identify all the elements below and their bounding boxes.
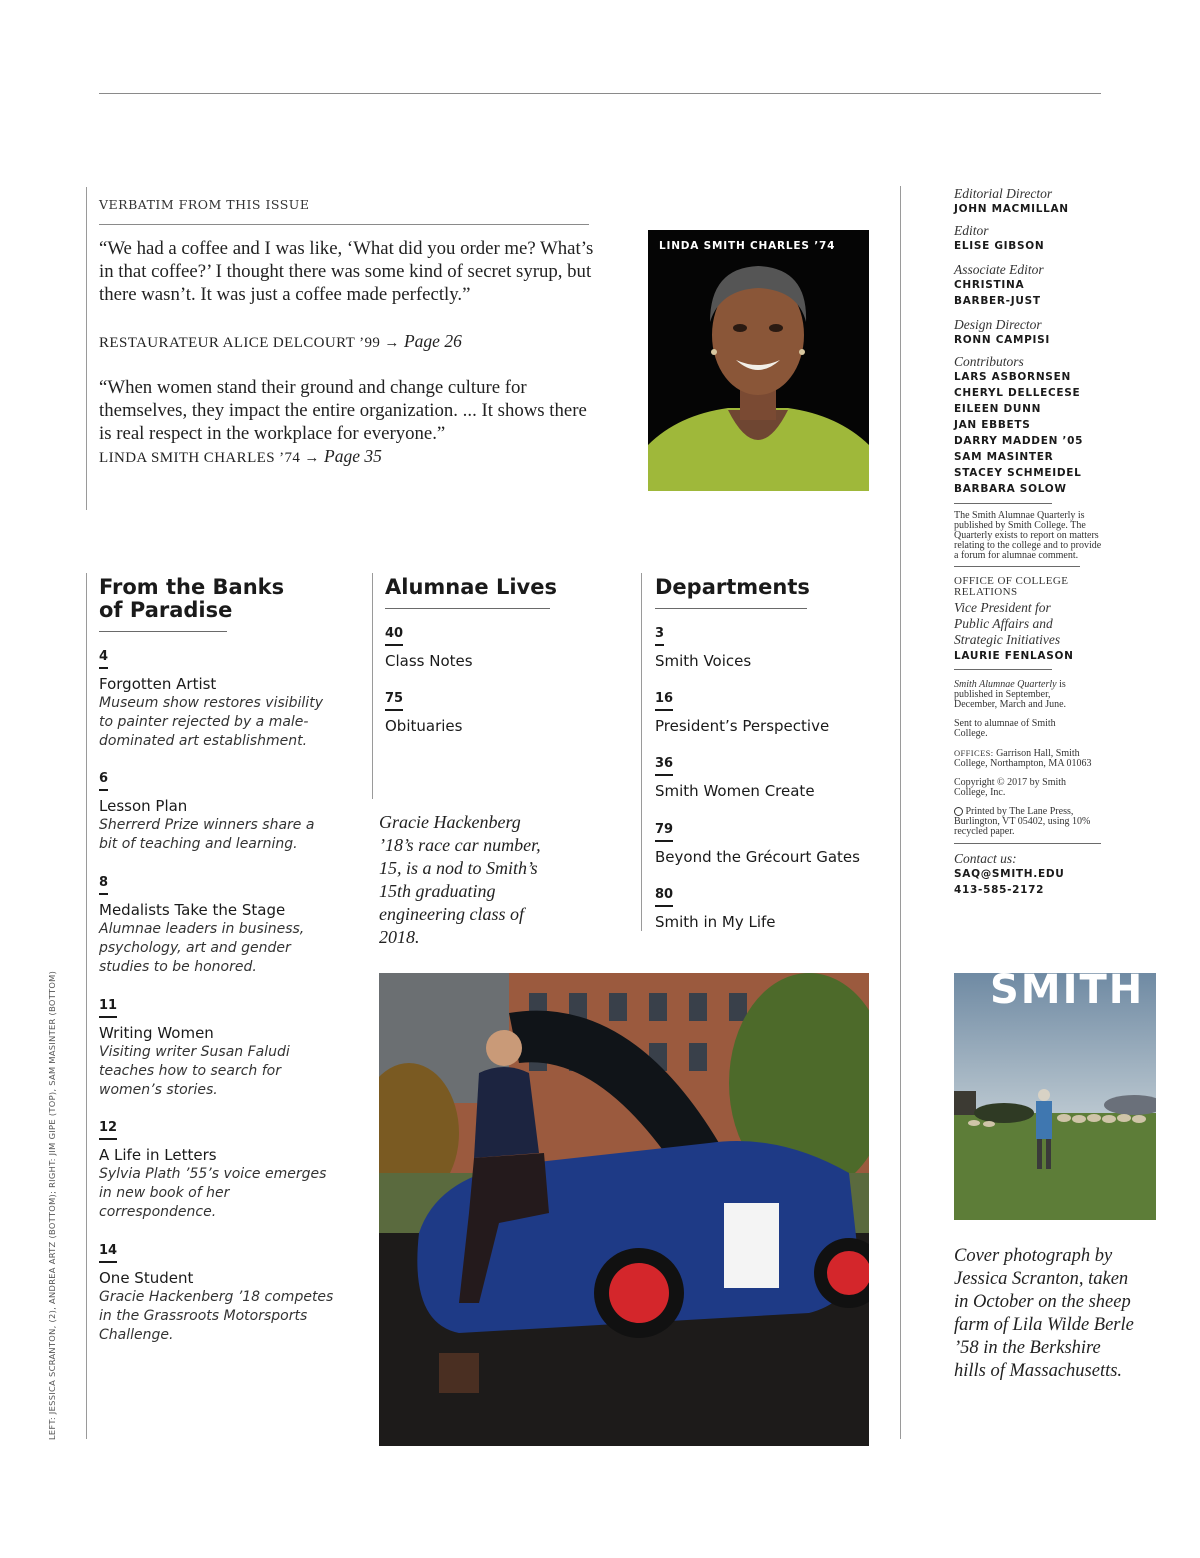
section-title-departments: Departments	[655, 575, 810, 599]
staff-name: JOHN MACMILLAN	[954, 203, 1069, 215]
column-rule	[900, 186, 901, 1439]
staff-name: CHRISTINA	[954, 279, 1025, 291]
publication-title: Smith Alumnae Quarterly	[954, 679, 1057, 690]
toc-item[interactable]	[99, 647, 334, 751]
masthead	[954, 186, 1114, 898]
item-description: Gracie Hackenberg ’18 competes in the Grassroots Motorsports Challenge.	[99, 1289, 334, 1343]
quote-attribution	[99, 446, 382, 467]
toc-item[interactable]	[99, 996, 334, 1100]
page-number: 75	[385, 691, 403, 711]
staff-entry	[954, 354, 1114, 497]
quote-page-link[interactable]: Page 35	[324, 446, 382, 466]
cover-thumbnail	[954, 973, 1156, 1220]
item-title: Beyond the Grécourt Gates	[655, 848, 860, 866]
staff-name: BARBER-JUST	[954, 295, 1041, 307]
contact-email[interactable]: SAQ@SMITH.EDU	[954, 868, 1065, 880]
page-number: 6	[99, 771, 108, 791]
staff-name: BARBARA SOLOW	[954, 483, 1067, 495]
verbatim-heading: VERBATIM FROM THIS ISSUE	[99, 197, 310, 212]
staff-name: EILEEN DUNN	[954, 403, 1042, 415]
toc-item[interactable]	[655, 820, 890, 867]
item-description: Alumnae leaders in business, psychology, art and gender studies to be honored.	[99, 921, 305, 975]
offices-text	[954, 748, 1094, 769]
page-number: 8	[99, 875, 108, 895]
office-role: Vice President for Public Affairs and Strategic Initiatives	[954, 600, 1061, 647]
offices-label: OFFICES:	[954, 748, 994, 758]
column-rule	[86, 573, 87, 1439]
recycle-icon	[954, 807, 963, 816]
toc-item[interactable]	[385, 624, 620, 671]
item-description: Sherrerd Prize winners share a bit of teaching and learning.	[99, 817, 315, 852]
toc-item[interactable]	[655, 754, 890, 801]
staff-role: Contributors	[954, 354, 1024, 369]
page-number: 14	[99, 1243, 117, 1263]
section-title-alumnae: Alumnae Lives	[385, 575, 557, 599]
masthead-rule	[954, 566, 1080, 567]
portrait-image	[648, 230, 869, 491]
race-car-photo	[379, 973, 869, 1446]
item-title: President’s Perspective	[655, 717, 830, 735]
page-number: 80	[655, 887, 673, 907]
toc-item[interactable]	[99, 873, 334, 977]
staff-name: RONN CAMPISI	[954, 334, 1050, 346]
toc-item[interactable]	[99, 1241, 334, 1345]
toc-item[interactable]	[655, 624, 890, 671]
printer-details: Printed by The Lane Press, Burlington, VT 05402, using 10% recycled paper.	[954, 806, 1091, 837]
toc-item[interactable]	[385, 689, 620, 736]
section-title-banks	[99, 576, 284, 622]
item-title: Class Notes	[385, 652, 473, 670]
staff-name: CHERYL DELLECESE	[954, 387, 1081, 399]
publication-schedule: is published in September, December, March and June.	[954, 679, 1067, 710]
toc-item[interactable]	[99, 769, 334, 854]
section-rule	[655, 608, 807, 609]
staff-name: STACEY SCHMEIDEL	[954, 467, 1082, 479]
item-title: A Life in Letters	[99, 1146, 217, 1164]
office-heading: OFFICE OF COLLEGE RELATIONS	[954, 575, 1069, 598]
staff-role: Associate Editor	[954, 262, 1044, 277]
page-number: 40	[385, 626, 403, 646]
contact-label: Contact us:	[954, 851, 1017, 866]
item-title: Medalists Take the Stage	[99, 901, 286, 919]
staff-role: Design Director	[954, 317, 1042, 332]
sent-to-text: Sent to alumnae of Smith College.	[954, 718, 1056, 739]
staff-role: Editorial Director	[954, 186, 1053, 201]
item-title: One Student	[99, 1269, 194, 1287]
item-title: Lesson Plan	[99, 797, 188, 815]
staff-name: DARRY MADDEN ’05	[954, 435, 1084, 447]
cover-masthead: SMITH	[990, 973, 1145, 1013]
cover-caption: Cover photograph by Jessica Scranton, taken in October on the sheep farm of Lila Wilde Berle ’58 in the Berkshire hills of Massachusetts.	[954, 1246, 1134, 1381]
staff-entry	[954, 262, 1114, 309]
item-title: Writing Women	[99, 1024, 214, 1042]
quote-text: “We had a coffee and I was like, ‘What did you order me? What’s in that coffee?’ I thought there was some kind of secret syrup, but there wasn’t. It was just a coffee made perfectly.”	[99, 238, 594, 305]
verbatim-section	[86, 187, 607, 510]
staff-role: Editor	[954, 223, 989, 238]
page-number: 79	[655, 822, 673, 842]
item-title: Forgotten Artist	[99, 675, 217, 693]
copyright-text: Copyright © 2017 by Smith College, Inc.	[954, 777, 1067, 798]
item-title: Smith in My Life	[655, 913, 776, 931]
page-number: 4	[99, 649, 108, 669]
page-number: 36	[655, 756, 673, 776]
item-title: Obituaries	[385, 717, 463, 735]
page-number: 3	[655, 626, 664, 646]
portrait-caption: LINDA SMITH CHARLES ’74	[659, 240, 836, 252]
photo-caption: Gracie Hackenberg ’18’s race car number, 15, is a nod to Smith’s 15th graduating engineering class of 2018.	[379, 812, 541, 947]
page-number: 16	[655, 691, 673, 711]
staff-name: LARS ASBORNSEN	[954, 371, 1071, 383]
staff-entry	[954, 317, 1114, 348]
contact-phone[interactable]: 413-585-2172	[954, 884, 1045, 896]
office-name: LAURIE FENLASON	[954, 650, 1074, 662]
quote-text: “When women stand their ground and change culture for themselves, they impact the entire organization. ... It shows there is real respect in the workplace for everyone.”	[99, 377, 587, 444]
item-description: Visiting writer Susan Faludi teaches how to search for women’s stories.	[99, 1044, 290, 1098]
about-text: The Smith Alumnae Quarterly is published by Smith College. The Quarterly exists to report on matters relating to the college and to provide a forum for alumnae comment.	[954, 510, 1102, 561]
quote-source: RESTAURATEUR ALICE DELCOURT ’99 →	[99, 335, 400, 351]
printer-text	[954, 807, 1104, 837]
page-number: 12	[99, 1120, 117, 1140]
toc-item[interactable]	[99, 1118, 334, 1222]
quote-attribution	[99, 331, 462, 352]
staff-name: SAM MASINTER	[954, 451, 1054, 463]
toc-item[interactable]	[655, 689, 890, 736]
section-rule	[99, 631, 227, 632]
section-title-line: of Paradise	[99, 598, 233, 622]
portrait-photo	[648, 230, 869, 491]
staff-name: ELISE GIBSON	[954, 240, 1045, 252]
top-rule	[99, 93, 1101, 94]
verbatim-rule	[99, 224, 589, 225]
race-car-image	[379, 973, 869, 1446]
toc-item[interactable]	[655, 885, 890, 932]
masthead-rule	[954, 843, 1101, 844]
item-description: Sylvia Plath ’55’s voice emerges in new book of her correspondence.	[99, 1166, 327, 1220]
publication-info	[954, 680, 1094, 710]
masthead-rule	[954, 503, 1052, 504]
offices-address: Garrison Hall, Smith College, Northampton, MA 01063	[954, 748, 1092, 769]
item-title: Smith Voices	[655, 652, 752, 670]
section-rule	[385, 608, 550, 609]
page-number: 11	[99, 998, 117, 1018]
staff-name: JAN EBBETS	[954, 419, 1031, 431]
item-title: Smith Women Create	[655, 782, 815, 800]
staff-entry	[954, 186, 1114, 217]
column-rule	[372, 573, 373, 799]
section-title-line: From the Banks	[99, 575, 285, 599]
item-description: Museum show restores visibility to painter rejected by a male-dominated art establishment.	[99, 695, 323, 749]
column-rule	[641, 573, 642, 931]
masthead-rule	[954, 669, 1052, 670]
photo-credit: LEFT: JESSICA SCRANTON, (2), ANDREA ARTZ (BOTTOM); RIGHT: JIM GIPE (TOP), SAM MASINTER (BOTTOM)	[47, 970, 57, 1440]
quote-page-link[interactable]: Page 26	[403, 331, 462, 351]
quote-source: LINDA SMITH CHARLES ’74 →	[99, 450, 320, 466]
staff-entry	[954, 223, 1114, 254]
